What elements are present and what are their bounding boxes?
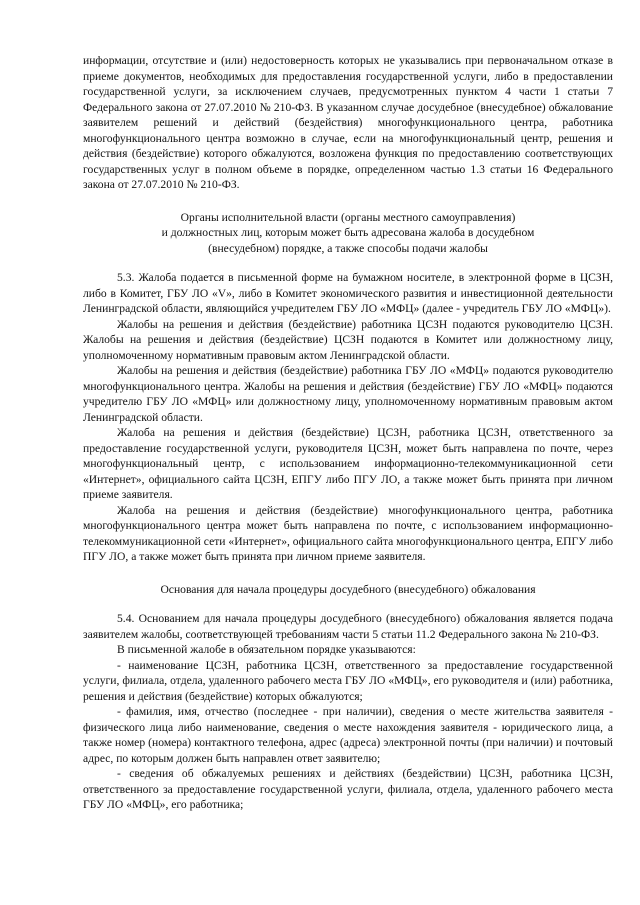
spacer [83,256,613,270]
paragraph-intro: информации, отсутствие и (или) недостоверность которых не указывались при первоначальном отказе в приеме документов, необходимых для предоставления государственной услуги, либо в предоставлении государственной услуги, за исключением случаев, предусмотренных пунктом 4 части 1 статьи 7 Федерального закона от 27.07.2010 № 210-ФЗ. В указанном случае досудебное (внесудебное) обжалование заявителем решений и действий (бездействия) многофункционального центра, работника многофункционального центра возможно в случае, если на многофункциональный центр, решения и действия (бездействие) которого обжалуются, возложена функция по предоставлению соответствующих государственных услуг в полном объеме в порядке, определенном частью 1.3 статьи 16 Федерального закона от 27.07.2010 № 210-ФЗ. [83,54,613,191]
section-heading-line: Органы исполнительной власти (органы местного самоуправления) [180,210,516,224]
section-heading-line: и должностных лиц, которым может быть адресована жалоба в досудебном [161,226,535,239]
paragraph: Жалоба на решения и действия (бездействие) многофункционального центра, работника многофункционального центра может быть направлена по почте, с использованием информационно-телекоммуникационной сети «Интернет», официального сайта многофункционального центра, ЕПГУ либо ПГУ ЛО, а также может быть принята при личном приеме заявителя. [83,503,613,563]
list-item: - фамилия, имя, отчество (последнее - при наличии), сведения о месте жительства заявителя - физического лица либо наименование, сведения о месте нахождения заявителя - юридического лица, а также номер (номера) контактного телефона, адрес (адреса) электронной почты (при наличии) и почтовый адрес, по которым должен быть направлен ответ заявителю; [83,705,613,765]
list-item: - наименование ЦСЗН, работника ЦСЗН, ответственного за предоставление государственной услуги, филиала, отдела, удаленного рабочего места ГБУ ЛО «МФЦ», его руководителя и (или) работника, решения и действия (бездействие) которых обжалуются; [83,658,613,703]
paragraph: Жалобы на решения и действия (бездействие) работника ЦСЗН подаются руководителю ЦСЗН. Жалобы на решения и действия (бездействие) ЦСЗН подаются в Комитет или должностному лицу, уполномоченному нормативным правовым актом Ленинградской области. [83,317,613,362]
paragraph: В письменной жалобе в обязательном порядке указываются: [117,643,416,656]
paragraph-5-4: 5.4. Основанием для начала процедуры досудебного (внесудебного) обжалования является подача заявителем жалобы, соответствующей требованиям части 5 статьи 11.2 Федерального закона № 210-ФЗ. [83,612,613,641]
spacer [83,193,613,210]
paragraph: Жалобы на решения и действия (бездействие) работника ГБУ ЛО «МФЦ» подаются руководителю многофункционального центра. Жалобы на решения и действия (бездействие) ГБУ ЛО «МФЦ» подаются учредителю ГБУ ЛО «МФЦ» или должностному лицу, уполномоченному нормативным правовым актом Ленинградской области. [83,364,613,424]
spacer [83,597,613,611]
section-heading-line: (внесудебном) порядке, а также способы подачи жалобы [208,241,488,255]
paragraph-5-3: 5.3. Жалоба подается в письменной форме на бумажном носителе, в электронной форме в ЦСЗН, либо в Комитет, ГБУ ЛО «V», либо в Комитет экономического развития и инвестиционной деятельности Ленинградской области, являющийся учредителем ГБУ ЛО «МФЦ» (далее - учредитель ГБУ ЛО «МФЦ»). [83,271,613,315]
list-item: - сведения об обжалуемых решениях и действиях (бездействии) ЦСЗН, работника ЦСЗН, ответственного за предоставление государственной услуги, филиала, отдела, удаленного рабочего места ГБУ ЛО «МФЦ», его работника; [83,767,613,811]
section-heading: Основания для начала процедуры досудебного (внесудебного) обжалования [160,582,536,596]
document-body [83,53,613,813]
paragraph: Жалоба на решения и действия (бездействие) ЦСЗН, работника ЦСЗН, ответственного за предоставление государственной услуги, руководителя ЦСЗН, может быть направлена по почте, через многофункциональный центр, с использованием информационно-телекоммуникационной сети «Интернет», официального сайта ЦСЗН, ЕПГУ либо ПГУ ЛО, а также может быть принята при личном приеме заявителя. [83,426,613,501]
spacer [83,565,613,582]
